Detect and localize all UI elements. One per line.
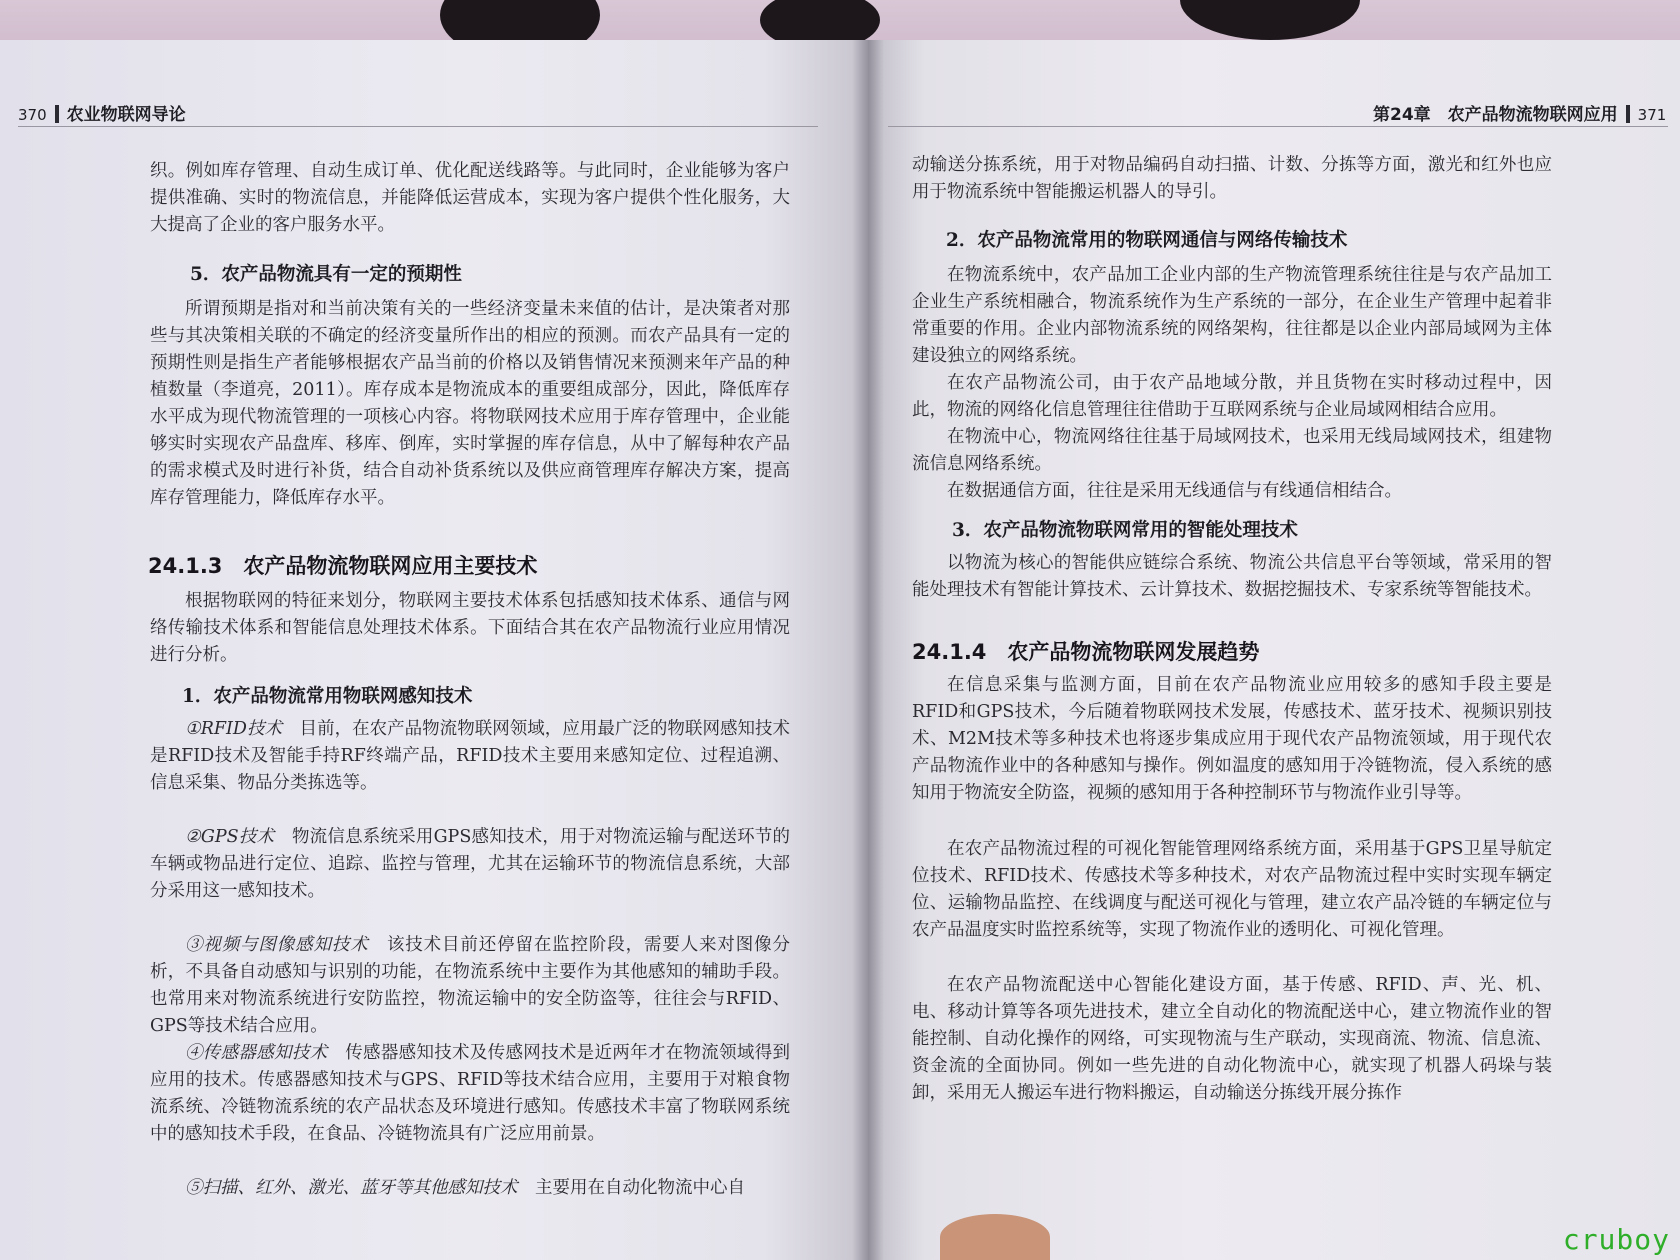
left-paragraph-rfid — [150, 716, 790, 797]
left-paragraph-1: 织。例如库存管理、自动生成订单、优化配送线路等。与此同时，企业能够为客户提供准确、实时的物流信息，并能降低运营成本，实现为客户提供个性化服务，大大提高了企业的客户服务水平。 — [150, 161, 790, 235]
section-heading-24-1-3: 24.1.3 农产品物流物联网应用主要技术 — [148, 554, 538, 578]
right-paragraph-9: 在农产品物流配送中心智能化建设方面，基于传感、RFID、声、光、机、电、移动计算等各项先进技术，建立全自动化的物流配送中心，建立物流作业的智能控制、自动化操作的网络，可实现物流与生产联动，实现商流、物流、信息流、资金流的全面协同。例如一些先进的自动化物流中心，就实现了机器人码垛与装卸，采用无人搬运车进行物料搬运，自动输送分拣线开展分拣作 — [912, 975, 1552, 1103]
scan-text: 主要用在自动化物流中心自 — [517, 1178, 745, 1198]
right-paragraph-1: 动输送分拣系统，用于对物品编码自动扫描、计数、分拣等方面，激光和红外也应用于物流系统中智能搬运机器人的导引。 — [912, 155, 1552, 202]
left-paragraph-video — [150, 932, 790, 1040]
gps-label: ②GPS技术 — [185, 827, 275, 847]
right-paragraph-3: 在农产品物流公司，由于农产品地域分散，并且货物在实时移动过程中，因此，物流的网络化信息管理往往借助于互联网系统与企业局域网相结合应用。 — [912, 373, 1552, 420]
right-page — [868, 40, 1680, 1260]
sensor-text: 传感器感知技术及传感网技术是近两年才在物流领域得到应用的技术。传感器感知技术与GPS、RFID等技术结合应用，主要用于对粮食物流系统、冷链物流系统的农产品状态及环境进行感知。传感技术丰富了物联网系统中的感知技术手段，在食品、冷链物流具有广泛应用前景。 — [150, 1043, 791, 1144]
heading-5: 5．农产品物流具有一定的预期性 — [190, 264, 462, 285]
left-paragraph-scan — [150, 1175, 790, 1202]
right-paragraph-7: 在信息采集与监测方面，目前在农产品物流业应用较多的感知手段主要是RFID和GPS技术，今后随着物联网技术发展，传感技术、蓝牙技术、视频识别技术、M2M技术等多种技术也将逐步集成应用于现代农产品物流领域，用于现代农产品物流作业中的各种感知与操作。例如温度的感知用于冷链物流，侵入系统的感知用于物流安全防盗，视频的感知用于各种控制环节与物流作业引导等。 — [912, 675, 1552, 803]
left-running-title: 农业物联网导论 — [66, 105, 186, 125]
finger — [940, 1214, 1050, 1260]
rfid-label: ①RFID技术 — [185, 719, 283, 739]
left-paragraph-gps — [150, 824, 790, 905]
head-bar — [55, 105, 59, 123]
heading-3: 3．农产品物流物联网常用的智能处理技术 — [952, 520, 1298, 541]
right-paragraph-6: 以物流为核心的智能供应链综合系统、物流公共信息平台等领域，常采用的智能处理技术有智能计算技术、云计算技术、数据挖掘技术、专家系统等智能技术。 — [912, 553, 1552, 600]
heading-1: 1．农产品物流常用物联网感知技术 — [182, 686, 473, 707]
gps-text: 物流信息系统采用GPS感知技术，用于对物流运输与配送环节的车辆或物品进行定位、追踪、监控与管理，尤其在运输环节的物流信息系统，大部分采用这一感知技术。 — [150, 827, 790, 901]
rfid-text: 目前，在农产品物流物联网领域，应用最广泛的物联网感知技术是RFID技术及智能手持RF终端产品，RFID技术主要用来感知定位、过程追溯、信息采集、物品分类拣选等。 — [150, 719, 791, 793]
left-paragraph-2: 所谓预期是指对和当前决策有关的一些经济变量未来值的估计，是决策者对那些与其决策相关联的不确定的经济变量所作出的相应的预测。而农产品具有一定的预期性则是指生产者能够根据农产品当前的价格以及销售情况来预测来年产品的种植数量（李道亮，2011）。库存成本是物流成本的重要组成部分，因此，降低库存水平成为现代物流管理的一项核心内容。将物联网技术应用于库存管理中，企业能够实时实现农产品盘库、移库、倒库，实时掌握的库存信息，从中了解每种农产品的需求模式及时进行补货，结合自动补货系统以及供应商管理库存解决方案，提高库存管理能力，降低库存水平。 — [150, 299, 790, 508]
video-text: 该技术目前还停留在监控阶段，需要人来对图像分析，不具备自动感知与识别的功能，在物流系统中主要作为其他感知的辅助手段。也常用来对物流系统进行安防监控，物流运输中的安全防盗等，往往会与RFID、GPS等技术结合应用。 — [150, 935, 790, 1036]
right-paragraph-2: 在物流系统中，农产品加工企业内部的生产物流管理系统往往是与农产品加工企业生产系统相融合，物流系统作为生产系统的一部分，在企业生产管理中起着非常重要的作用。企业内部物流系统的网络架构，往往都是以企业内部局域网为主体建设独立的网络系统。 — [912, 265, 1552, 366]
section-heading-24-1-4: 24.1.4 农产品物流物联网发展趋势 — [912, 640, 1260, 664]
right-head-rule — [888, 126, 1668, 127]
video-label: ③视频与图像感知技术 — [185, 935, 369, 955]
head-bar — [1626, 105, 1630, 123]
left-head-rule — [18, 126, 818, 127]
right-paragraph-5: 在数据通信方面，往往是采用无线通信与有线通信相结合。 — [947, 481, 1402, 501]
right-page-number: 371 — [1637, 106, 1667, 124]
chapter-label: 第24章 — [1373, 105, 1431, 125]
right-running-title: 农产品物流物联网应用 — [1447, 105, 1618, 125]
book-gutter — [852, 40, 884, 1260]
right-paragraph-4: 在物流中心，物流网络往往基于局域网技术，也采用无线局域网技术，组建物流信息网络系统。 — [912, 427, 1552, 474]
left-paragraph-sensor — [150, 1040, 790, 1148]
scan-label: ⑤扫描、红外、激光、蓝牙等其他感知技术 — [185, 1178, 518, 1198]
left-paragraph-3: 根据物联网的特征来划分，物联网主要技术体系包括感知技术体系、通信与网络传输技术体系和智能信息处理技术体系。下面结合其在农产品物流行业应用情况进行分析。 — [150, 591, 790, 665]
watermark: cruboy — [1562, 1223, 1670, 1256]
heading-2: 2．农产品物流常用的物联网通信与网络传输技术 — [946, 230, 1348, 251]
sensor-label: ④传感器感知技术 — [185, 1043, 328, 1063]
left-running-head — [18, 100, 186, 125]
right-running-head — [1373, 100, 1666, 125]
left-page — [0, 40, 868, 1260]
left-page-number: 370 — [18, 106, 47, 124]
right-paragraph-8: 在农产品物流过程的可视化智能管理网络系统方面，采用基于GPS卫星导航定位技术、RFID技术、传感技术等多种技术，对农产品物流过程中实时实现车辆定位、运输物品监控、在线调度与配送可视化与管理，建立农产品冷链的车辆定位与农产品温度实时监控系统等，实现了物流作业的透明化、可视化管理。 — [912, 839, 1552, 940]
open-book — [0, 40, 1680, 1260]
